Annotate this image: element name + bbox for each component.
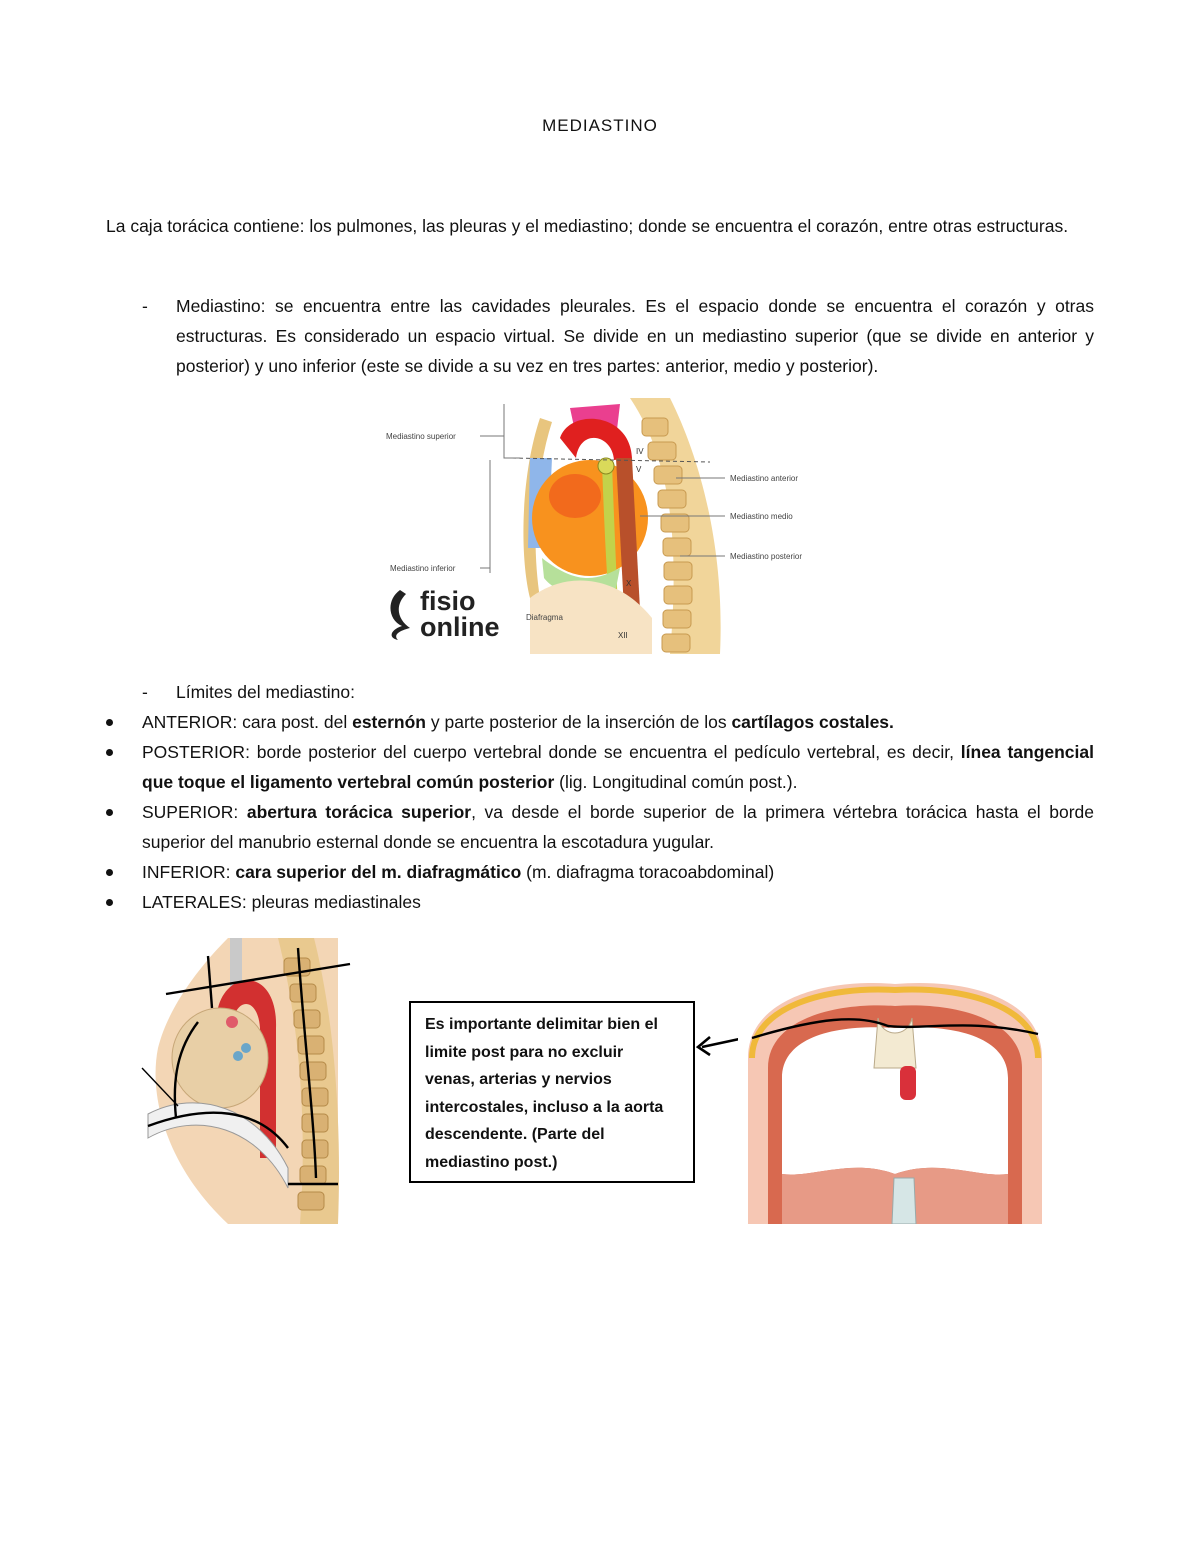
vessel-cross-section — [226, 1016, 238, 1028]
callout-line: intercostales, incluso a la aorta — [425, 1098, 664, 1116]
descending-aorta — [900, 1066, 916, 1100]
bullet-dot-icon — [106, 719, 113, 726]
bullet-dot-icon — [106, 749, 113, 756]
label-vert-iv: IV — [636, 447, 644, 456]
logo-text-online: online — [420, 612, 500, 642]
label-mediastino-superior: Mediastino superior — [386, 432, 456, 441]
callout-line: venas, arterias y nervios — [425, 1071, 612, 1088]
dash-item-text: Límites del mediastino: — [176, 682, 355, 702]
callout-note-box — [409, 1001, 695, 1183]
callout-line: mediastino post.) — [425, 1153, 558, 1171]
label-diafragma: Diafragma — [526, 613, 563, 622]
callout-line: descendente. (Parte del — [425, 1126, 605, 1143]
sternum-section — [892, 1178, 916, 1224]
intro-paragraph: La caja torácica contiene: los pulmones, las pleuras y el mediastino; donde se encuentra el corazón, entre otras estructuras. — [106, 216, 1069, 236]
vessel-cross-section — [233, 1051, 243, 1061]
dash-marker: - — [142, 682, 148, 702]
label-mediastino-medio: Mediastino medio — [730, 512, 793, 521]
vessel-cross-section — [241, 1043, 251, 1053]
label-vert-v: V — [636, 465, 642, 474]
label-mediastino-inferior: Mediastino inferior — [390, 564, 456, 573]
flame-icon — [390, 590, 410, 640]
bullet-superior: SUPERIOR: abertura torácica superior, va desde el borde superior de la primera vértebra torácica hasta el borde superior del manubrio esternal donde se encuentra la escotadura yugular. — [106, 797, 1094, 857]
logo-text-fisio: fisio — [420, 586, 476, 616]
mediastinum-diagram — [380, 398, 820, 654]
dash-item-mediastino — [142, 291, 1094, 381]
heart-shape — [172, 1008, 268, 1108]
limits-bullet-list — [106, 707, 1094, 917]
dash-marker: - — [142, 296, 148, 316]
dash-item-text: Mediastino: se encuentra entre las cavidades pleurales. Es el espacio donde se encuentra el corazón y otras estructuras. Es considerado un espacio virtual. Se divide en un mediastino superior (que se divide en anterior y posterior) y uno inferior (este se divide a su vez en tres partes: anterior, medio y posterior). — [176, 296, 1094, 376]
bullet-laterales: LATERALES: pleuras mediastinales — [106, 887, 1094, 917]
callout-line: limite post para no excluir — [425, 1043, 624, 1061]
bullet-anterior: ANTERIOR: cara post. del esternón y parte posterior de la inserción de los cartílagos costales. — [106, 707, 1094, 737]
label-mediastino-anterior: Mediastino anterior — [730, 474, 799, 483]
bullet-inferior: INFERIOR: cara superior del m. diafragmático (m. diafragma toracoabdominal) — [106, 857, 1094, 887]
bullet-dot-icon — [106, 899, 113, 906]
dash-item-limites — [142, 677, 1094, 707]
axial-thorax-section — [738, 978, 1052, 1224]
bullet-dot-icon — [106, 869, 113, 876]
sagittal-thorax-illustration — [138, 938, 354, 1224]
label-vert-x: X — [626, 579, 632, 588]
bullet-dot-icon — [106, 809, 113, 816]
heart-atrium — [549, 474, 601, 518]
label-vert-xii: XII — [618, 631, 628, 640]
bullet-posterior: POSTERIOR: borde posterior del cuerpo vertebral donde se encuentra el pedículo vertebral, es decir, línea tangencial que toque el ligamento vertebral común posterior (lig. Longitudinal común post.). — [106, 737, 1094, 797]
callout-line: Es importante delimitar bien el — [425, 1016, 658, 1033]
label-mediastino-posterior: Mediastino posterior — [730, 552, 803, 561]
page-title: MEDIASTINO — [542, 116, 658, 135]
